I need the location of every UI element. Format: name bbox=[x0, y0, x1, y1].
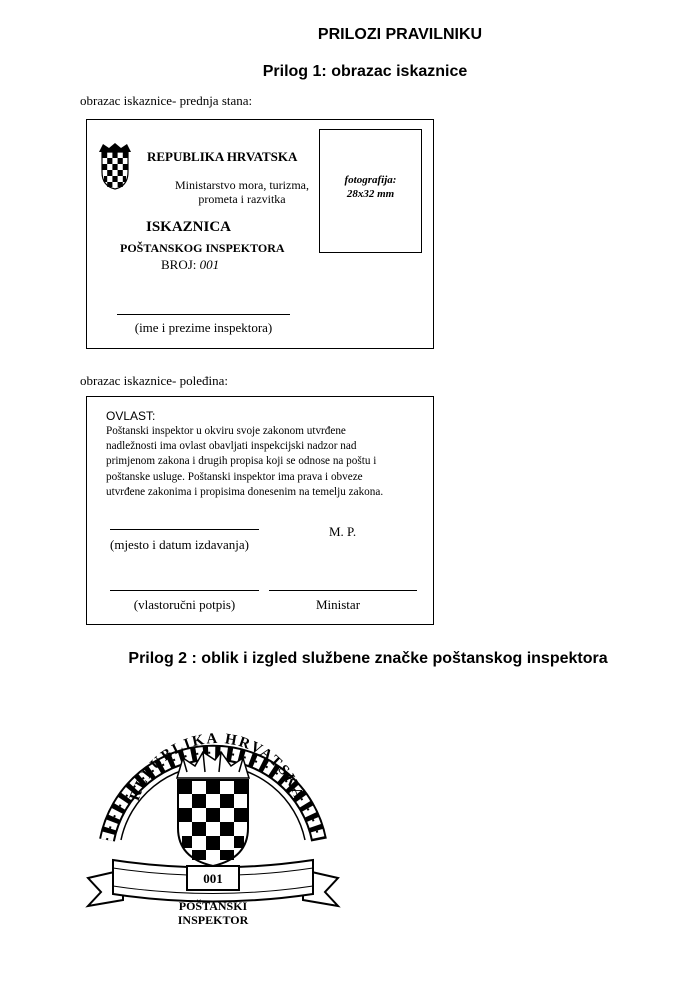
back-caption: obrazac iskaznice- poleđina: bbox=[80, 373, 228, 388]
card-subtitle: POŠTANSKOG INSPEKTORA bbox=[120, 241, 285, 255]
name-label: (ime i prezime inspektora) bbox=[134, 320, 273, 335]
photo-label: fotografija: bbox=[344, 174, 397, 186]
signature-label: (vlastoručni potpis) bbox=[133, 597, 236, 612]
authority-line: poštanske usluge. Poštanski inspektor ima prava i obveze bbox=[106, 470, 363, 483]
authority-line: nadležnosti ima ovlast obavljati inspekcijski nadzor nad bbox=[106, 440, 357, 453]
ministry-line-1: Ministarstvo mora, turizma, bbox=[175, 178, 309, 192]
place-date-label: (mjesto i datum izdavanja) bbox=[110, 537, 249, 552]
authority-line: primjenom zakona i drugih propisa koji se odnose na poštu i bbox=[106, 455, 377, 468]
minister-line bbox=[269, 590, 417, 591]
photo-placeholder bbox=[319, 129, 422, 253]
official-badge bbox=[83, 700, 343, 940]
photo-size: 28x32 mm bbox=[346, 188, 395, 200]
checkerboard-shield-icon bbox=[178, 780, 248, 866]
ministry-line-2: prometa i razvitka bbox=[198, 192, 286, 206]
authority-line: utvrđene zakonima i propisima donesenim na temelju zakona. bbox=[106, 485, 384, 498]
annex-1-title: Prilog 1: obrazac iskaznice bbox=[262, 63, 468, 80]
badge-number: 001 bbox=[203, 871, 223, 886]
id-card-back bbox=[86, 396, 434, 625]
minister-label: Ministar bbox=[315, 597, 361, 612]
front-caption: obrazac iskaznice- prednja stana: bbox=[80, 93, 253, 108]
place-date-line bbox=[110, 529, 259, 530]
authority-text bbox=[106, 424, 416, 500]
number-label: BROJ: bbox=[161, 257, 197, 272]
authority-line: Poštanski inspektor u okviru svoje zakonom utvrđene bbox=[106, 425, 346, 437]
name-line bbox=[117, 314, 290, 315]
coat-of-arms-icon bbox=[97, 142, 133, 190]
id-card-front bbox=[86, 119, 434, 349]
number-value: 001 bbox=[199, 257, 220, 272]
badge-line-1: POŠTANSKI bbox=[178, 899, 248, 913]
signature-line bbox=[110, 590, 259, 591]
card-title: ISKAZNICA bbox=[146, 219, 232, 235]
stamp-label: M. P. bbox=[329, 524, 357, 539]
badge-line-2: INSPEKTOR bbox=[177, 913, 249, 927]
authority-heading: OVLAST: bbox=[106, 409, 156, 423]
republic-name: REPUBLIKA HRVATSKA bbox=[147, 149, 298, 164]
page-title: PRILOZI PRAVILNIKU bbox=[317, 26, 483, 43]
card-number bbox=[161, 257, 219, 273]
annex-2-title: Prilog 2 : oblik i izgled službene značke poštanskog inspektora bbox=[128, 650, 608, 667]
badge-arc-text: REPUBLIKA HRVATSKA bbox=[126, 730, 308, 803]
